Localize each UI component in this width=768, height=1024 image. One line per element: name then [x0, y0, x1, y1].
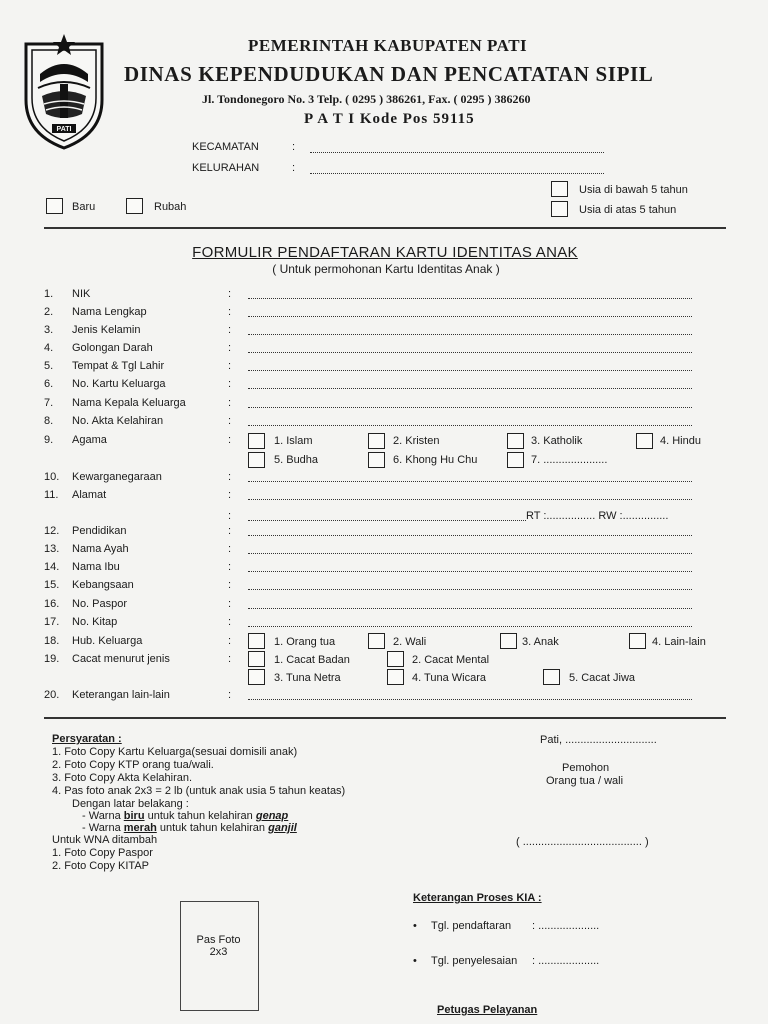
alamat-line2-field[interactable] — [248, 520, 526, 521]
golongan-darah-field[interactable] — [248, 352, 692, 353]
kelurahan-label: KELURAHAN — [192, 162, 260, 174]
field-label-nama-ayah: Nama Ayah — [72, 543, 129, 555]
field-colon: : — [228, 561, 232, 573]
field-colon: : — [228, 471, 232, 483]
field-colon: : — [228, 324, 232, 336]
field-colon: : — [228, 543, 232, 555]
keterangan-field[interactable] — [248, 699, 692, 700]
field-label-pendidikan: Pendidikan — [72, 525, 127, 537]
field-colon: : — [228, 342, 232, 354]
hub-option-label: 2. Wali — [393, 636, 427, 648]
agama-option-label: 7. ..................... — [531, 454, 608, 466]
field-number: 1. — [44, 288, 54, 300]
hub-wali-checkbox[interactable] — [368, 633, 385, 649]
field-label-tempat-tgl-lahir: Tempat & Tgl Lahir — [72, 360, 165, 372]
wna-item: 1. Foto Copy Paspor — [52, 847, 153, 859]
bullet-icon: • — [413, 920, 417, 932]
hub-option-label: 1. Orang tua — [274, 636, 336, 648]
svg-text:PATI: PATI — [56, 126, 72, 133]
requirement-item: 4. Pas foto anak 2x3 = 2 lb (untuk anak usia 5 tahun keatas) — [52, 785, 346, 797]
under-5-label: Usia di bawah 5 tahun — [579, 184, 688, 196]
header-divider — [44, 227, 726, 229]
field-colon: : — [228, 510, 232, 522]
process-title: Keterangan Proses KIA : — [413, 892, 542, 904]
field-colon: : — [228, 616, 232, 628]
baru-checkbox[interactable] — [46, 198, 63, 214]
field-number: 4. — [44, 342, 54, 354]
agama-option-label: 5. Budha — [274, 454, 319, 466]
kebangsaan-field[interactable] — [248, 589, 692, 590]
field-number: 16. — [44, 598, 60, 610]
government-heading: PEMERINTAH KABUPATEN PATI — [248, 36, 528, 55]
nik-field[interactable] — [248, 298, 692, 299]
pendidikan-field[interactable] — [248, 535, 692, 536]
agama-option-label: 4. Hindu — [660, 435, 701, 447]
agama-hindu-checkbox[interactable] — [636, 433, 653, 449]
field-number: 14. — [44, 561, 60, 573]
field-number: 9. — [44, 434, 54, 446]
hub-lain-lain-checkbox[interactable] — [629, 633, 646, 649]
no-kitap-field[interactable] — [248, 626, 692, 627]
field-number: 15. — [44, 579, 60, 591]
field-number: 7. — [44, 397, 54, 409]
even-year: genap — [255, 810, 289, 822]
field-label-kewarganegaraan: Kewarganegaraan — [72, 471, 162, 483]
field-label-cacat: Cacat menurut jenis — [72, 653, 170, 665]
cacat-option-label: 3. Tuna Netra — [274, 672, 341, 684]
field-number: 20. — [44, 689, 60, 701]
field-label-no-paspor: No. Paspor — [72, 598, 128, 610]
bullet-icon: • — [413, 955, 417, 967]
field-number: 11. — [44, 489, 59, 501]
baru-label: Baru — [72, 201, 96, 213]
odd-year: ganjil — [268, 822, 297, 834]
agency-heading: DINAS KEPENDUDUKAN DAN PENCATATAN SIPIL — [124, 62, 654, 86]
field-colon: : — [228, 434, 232, 446]
regency-logo — [18, 30, 110, 152]
hub-option-label: 3. Anak — [522, 636, 559, 648]
agama-option-label: 6. Khong Hu Chu — [393, 454, 478, 466]
requirements-title: Persyaratan : — [52, 733, 122, 745]
cacat-option-label: 2. Cacat Mental — [412, 654, 490, 666]
field-colon: : — [228, 397, 232, 409]
field-number: 12. — [44, 525, 60, 537]
nama-ibu-field[interactable] — [248, 571, 692, 572]
cacat-mental-checkbox[interactable] — [387, 651, 404, 667]
agama-lainnya-checkbox[interactable] — [507, 452, 524, 468]
agama-katholik-checkbox[interactable] — [507, 433, 524, 449]
hub-anak-checkbox[interactable] — [500, 633, 517, 649]
pemohon-label: Pemohon — [562, 762, 610, 774]
hub-option-label: 4. Lain-lain — [652, 636, 706, 648]
requirement-item: 2. Foto Copy KTP orang tua/wali. — [52, 759, 214, 771]
field-colon: : — [228, 415, 232, 427]
field-label-alamat: Alamat — [72, 489, 107, 501]
field-colon: : — [228, 689, 232, 701]
rubah-checkbox[interactable] — [126, 198, 143, 214]
field-number: 13. — [44, 543, 60, 555]
field-label-akta-kelahiran: No. Akta Kelahiran — [72, 415, 164, 427]
field-number: 5. — [44, 360, 54, 372]
jenis-kelamin-field[interactable] — [248, 334, 692, 335]
field-label-no-kk: No. Kartu Keluarga — [72, 378, 166, 390]
blue-background-note — [82, 810, 288, 822]
tgl-penyelesaian-label: Tgl. penyelesaian — [431, 955, 518, 967]
field-label-agama: Agama — [72, 434, 107, 446]
agama-kristen-checkbox[interactable] — [368, 433, 385, 449]
field-colon: : — [228, 288, 232, 300]
cacat-option-label: 5. Cacat Jiwa — [569, 672, 636, 684]
wna-item: 2. Foto Copy KITAP — [52, 860, 150, 872]
agency-address: Jl. Tondonegoro No. 3 Telp. ( 0295 ) 386261, Fax. ( 0295 ) 386260 — [202, 92, 531, 106]
field-label-jenis-kelamin: Jenis Kelamin — [72, 324, 141, 336]
under-5-checkbox[interactable] — [551, 181, 568, 197]
cacat-jiwa-checkbox[interactable] — [543, 669, 560, 685]
agama-option-label: 2. Kristen — [393, 435, 440, 447]
agama-option-label: 1. Islam — [274, 435, 313, 447]
field-number: 8. — [44, 415, 54, 427]
footer-divider — [44, 717, 726, 719]
field-label-nama-lengkap: Nama Lengkap — [72, 306, 147, 318]
tuna-wicara-checkbox[interactable] — [387, 669, 404, 685]
over-5-label: Usia di atas 5 tahun — [579, 204, 677, 216]
cacat-option-label: 1. Cacat Badan — [274, 654, 350, 666]
field-label-nik: NIK — [72, 288, 91, 300]
field-number: 6. — [44, 378, 54, 390]
tuna-netra-checkbox[interactable] — [248, 669, 265, 685]
agama-option-label: 3. Katholik — [531, 435, 583, 447]
kewarganegaraan-field[interactable] — [248, 481, 692, 482]
field-label-hub-keluarga: Hub. Keluarga — [72, 635, 143, 647]
field-number: 3. — [44, 324, 54, 336]
background-title: Dengan latar belakang : — [72, 798, 189, 810]
note-text: - Warna — [82, 822, 124, 834]
wna-title: Untuk WNA ditambah — [52, 834, 158, 846]
place-date: Pati, .............................. — [540, 734, 657, 746]
field-number: 10. — [44, 471, 60, 483]
kecamatan-field[interactable] — [310, 152, 604, 153]
field-colon: : — [228, 489, 232, 501]
tempat-tgl-lahir-field[interactable] — [248, 370, 692, 371]
tgl-penyelesaian-field[interactable]: : .................... — [532, 955, 600, 967]
form-title: FORMULIR PENDAFTARAN KARTU IDENTITAS ANAK — [192, 244, 578, 261]
photo-size: 2x3 — [209, 946, 228, 958]
field-label-no-kitap: No. Kitap — [72, 616, 118, 628]
field-colon: : — [228, 306, 232, 318]
kepala-keluarga-field[interactable] — [248, 407, 692, 408]
field-colon: : — [228, 653, 232, 665]
field-label-kebangsaan: Kebangsaan — [72, 579, 134, 591]
blue-word: biru — [123, 810, 145, 822]
field-label-golongan-darah: Golongan Darah — [72, 342, 153, 354]
role-label: Orang tua / wali — [546, 775, 624, 787]
rt-rw-label: RT :................ RW :............... — [526, 510, 669, 522]
field-number: 17. — [44, 616, 60, 628]
cacat-badan-checkbox[interactable] — [248, 651, 265, 667]
cacat-option-label: 4. Tuna Wicara — [412, 672, 486, 684]
tgl-pendaftaran-field[interactable]: : .................... — [532, 920, 600, 932]
field-colon: : — [228, 579, 232, 591]
field-label-nama-ibu: Nama Ibu — [72, 561, 120, 573]
kelurahan-field[interactable] — [310, 173, 604, 174]
field-colon: : — [228, 525, 232, 537]
field-colon: : — [228, 360, 232, 372]
no-paspor-field[interactable] — [248, 608, 692, 609]
note-text: untuk tahun kelahiran — [156, 822, 269, 834]
tgl-pendaftaran-label: Tgl. pendaftaran — [431, 920, 512, 932]
red-background-note — [82, 822, 297, 834]
officer-label: Petugas Pelayanan — [437, 1004, 538, 1016]
over-5-checkbox[interactable] — [551, 201, 568, 217]
requirement-item: 3. Foto Copy Akta Kelahiran. — [52, 772, 193, 784]
form-subtitle: ( Untuk permohonan Kartu Identitas Anak ) — [272, 262, 500, 276]
agama-khonghucu-checkbox[interactable] — [368, 452, 385, 468]
field-colon: : — [228, 378, 232, 390]
nama-ayah-field[interactable] — [248, 553, 692, 554]
field-label-keterangan: Keterangan lain-lain — [72, 689, 170, 701]
logo-shield-icon — [18, 30, 110, 152]
alamat-field[interactable] — [248, 499, 692, 500]
agency-city: P A T I Kode Pos 59115 — [304, 111, 475, 127]
note-text: untuk tahun kelahiran — [144, 810, 256, 822]
field-label-kepala-keluarga: Nama Kepala Keluarga — [72, 397, 186, 409]
kecamatan-colon: : — [292, 141, 296, 153]
akta-kelahiran-field[interactable] — [248, 425, 692, 426]
kelurahan-colon: : — [292, 162, 296, 174]
red-word: merah — [123, 822, 157, 834]
requirement-item: 1. Foto Copy Kartu Keluarga(sesuai domisili anak) — [52, 746, 298, 758]
nama-lengkap-field[interactable] — [248, 316, 692, 317]
photo-label: Pas Foto — [196, 934, 241, 946]
note-text: - Warna — [82, 810, 124, 822]
field-number: 18. — [44, 635, 60, 647]
field-colon: : — [228, 635, 232, 647]
hub-orang-tua-checkbox[interactable] — [248, 633, 265, 649]
field-number: 19. — [44, 653, 60, 665]
kecamatan-label: KECAMATAN — [192, 141, 259, 153]
agama-islam-checkbox[interactable] — [248, 433, 265, 449]
signature-name-line[interactable]: ( ....................................... ) — [516, 836, 649, 848]
no-kk-field[interactable] — [248, 388, 692, 389]
field-colon: : — [228, 598, 232, 610]
agama-budha-checkbox[interactable] — [248, 452, 265, 468]
rubah-label: Rubah — [154, 201, 187, 213]
field-number: 2. — [44, 306, 54, 318]
